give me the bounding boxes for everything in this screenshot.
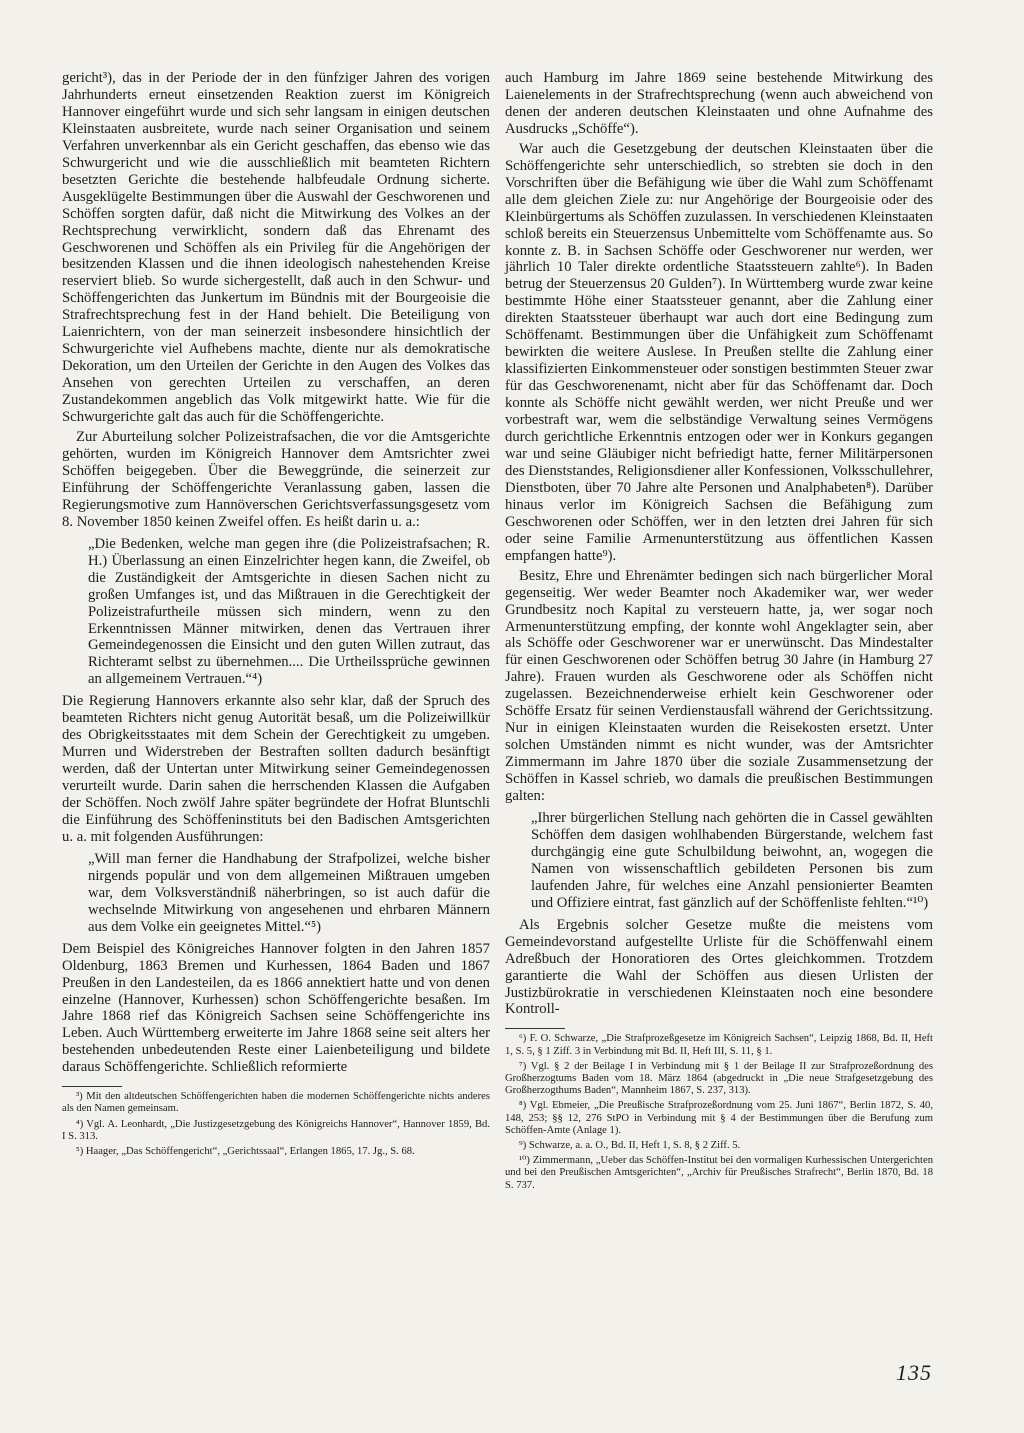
footnote: ⁶) F. O. Schwarze, „Die Strafprozeßgesetze im Königreich Sachsen“, Leipzig 1868, Bd. II, Heft 1, S. 5, § 1 Ziff. 3 in Verbindung mit Bd. II, Heft III, S. 11, § 1. xyxy=(505,1033,933,1057)
body-paragraph: Zur Aburteilung solcher Polizeistrafsachen, die vor die Amtsgerichte gehörten, wurden im Königreich Hannover dem Amtsrichter zwei Schöffen beigegeben. Über die Beweggründe, die seinerzeit zur Einführung der Schöffengerichte Veranlassung gaben, lassen die Regierungsmotive zum Hannöverschen Gerichtsverfassungsgesetz vom 8. November 1850 keinen Zweifel offen. Es heißt darin u. a.: xyxy=(62,429,490,530)
right-column xyxy=(505,70,933,1195)
footnote: ⁷) Vgl. § 2 der Beilage I in Verbindung mit § 1 der Beilage II zur Strafprozeßordnung des Großherzogtums Baden vom 18. März 1864 (abgedruckt in „Die neue Strafgesetzgebung des Großherzogthums Baden“, Mannheim 1867, S. 237, 313). xyxy=(505,1060,933,1097)
footnotes-right xyxy=(505,1028,933,1191)
footnote: ⁵) Haager, „Das Schöffengericht“, „Gerichtssaal“, Erlangen 1865, 17. Jg., S. 68. xyxy=(76,1146,415,1158)
body-paragraph: Dem Beispiel des Königreiches Hannover folgten in den Jahren 1857 Oldenburg, 1863 Bremen und Kurhessen, 1864 Baden und 1867 Preußen in den Landesteilen, da es 1866 annektiert hatte und von denen einzelne (Hannover, Kurhessen) schon Schöffengerichte besaßen. Im Jahre 1868 rief das Königreich Sachsen seine Schöffengerichte ins Leben. Auch Württemberg erweiterte im Jahre 1868 seine seit alters her bestehenden unbedeutenden Reste einer Laienbeteiligung und bildete daraus Schöffengerichte. Schließlich reformierte xyxy=(62,940,490,1076)
footnotes-left xyxy=(62,1086,490,1158)
body-paragraph: gericht³), das in der Periode der in den fünfziger Jahren des vorigen Jahrhunderts erneut einsetzenden Reaktion zuerst im Königreich Hannover eingeführt wurde und sich sehr langsam in einigen deutschen Kleinstaaten ausbreitete, wurde nach seiner Organisation und seinem Verfahren unverkennbar als ein Gericht geschaffen, das ebenso wie das Schwurgericht und wie die ausschließlich mit beamteten Richtern besetzten Gerichte die bestehende halbfeudale Ordnung sicherte. Ausgeklügelte Bestimmungen über die Auswahl der Geschworenen und Schöffen sorgten dafür, daß nicht die Mitwirkung des Volkes an der Rechtsprechung verwirklicht, sondern daß das Ehrenamt des Geschworenen und Schöffen als ein Privileg für die Angehörigen der besitzenden Klassen und die ihnen ideologisch nahestehenden Kreise reserviert blieb. So wurde sichergestellt, daß auch in den Schwur- und Schöffengerichten das Junkertum im Bündnis mit der Bourgeoisie die Strafrechtsprechung fest in der Hand behielt. Die Beteiligung von Laienrichtern, von der man seinerzeit insbesondere hinsichtlich der Schwurgerichte viel Aufhebens machte, diente nur als demokratische Dekoration, um den Urteilen der Gerichte in den Augen des Volkes das Ansehen von gerechten Urteilen zu verschaffen, an deren Zustandekommen angeblich das Volk mitgewirkt hatte. Wie für die Schwurgerichte galt das auch für die Schöffengerichte. xyxy=(62,70,490,426)
footnote: ⁸) Vgl. Ebmeier, „Die Preußische Strafprozeßordnung vom 25. Juni 1867“, Berlin 1872, S. 40, 148, 253; §§ 12, 276 StPO in Verbindung mit § 4 der Bestimmungen über die Berufung zum Schöffen-Amte (Anlage 1). xyxy=(505,1100,933,1136)
block-quote: „Ihrer bürgerlichen Stellung nach gehörten die in Cassel gewählten Schöffen dem dasigen wohlhabenden Bürgerstande, welchem fast durchgängig eine gute Schulbildung beiwohnt, an, wogegen die Namen von wissenschaftlich gebildeten Personen bis zum laufenden Jahre, für welches eine Anzahl pensionierter Beamten und Offiziere eintrat, fast gänzlich auf der Schöffenliste fehlten.“¹⁰) xyxy=(531,809,933,911)
body-paragraph: Als Ergebnis solcher Gesetze mußte die meistens vom Gemeindevorstand aufgestellte Urliste für die Schöffenwahl einem Adreßbuch der Honoratioren des Ortes gleichkommen. Trotzdem garantierte die Wahl der Schöffen aus diesen Urlisten der Justizbürokratie in verschiedenen Kleinstaaten noch eine besondere Kontroll- xyxy=(505,916,933,1018)
block-quote: „Die Bedenken, welche man gegen ihre (die Polizeistrafsachen; R. H.) Überlassung an einen Einzelrichter hegen kann, die Zweifel, ob die Zuständigkeit der Amtsgerichte in diesen Sachen nicht zu großen Umfanges ist, und das Mißtrauen in die Gerechtigkeit der Polizeistrafurtheile müssen sich mindern, wenn zu den Erkenntnissen Männer mitwirken, denen das Vertrauen ihrer Gemeindegenossen die Einsicht und den guten Willen zutraut, das Richteramt selbst zu übernehmen.... Die Urtheilssprüche gewinnen an allgemeinem Vertrauen.“⁴) xyxy=(88,535,490,688)
footnote: ¹⁰) Zimmermann, „Ueber das Schöffen-Institut bei den vormaligen Kurhessischen Untergerichten und bei den Preußischen Amtsgerichten“, „Archiv für Preußisches Strafrecht“, Berlin 1870, Bd. 18 S. 737. xyxy=(505,1155,933,1191)
footnote: ⁴) Vgl. A. Leonhardt, „Die Justizgesetzgebung des Königreichs Hannover“, Hannover 1859, Bd. I S. 313. xyxy=(62,1118,490,1142)
left-column xyxy=(62,70,490,1161)
body-paragraph: Die Regierung Hannovers erkannte also sehr klar, daß der Spruch des beamteten Richters nicht genug Autorität besaß, um die Polizeiwillkür des Obrigkeitsstaates mit dem Schein der Gerechtigkeit zu umgeben. Murren und Widerstreben der Bestraften sollten dadurch besänftigt werden, daß der Untertan unter Mitwirkung seiner Gemeindegenossen verurteilt wurde. Darin sahen die herrschenden Klassen die Aufgaben der Schöffen. Noch zwölf Jahre später begründete der Hofrat Bluntschli die Einführung des Schöffeninstituts bei den Badischen Amtsgerichten u. a. mit folgenden Ausführungen: xyxy=(62,693,490,845)
footnote: ³) Mit den altdeutschen Schöffengerichten haben die modernen Schöffengerichte nichts anderes als den Namen gemeinsam. xyxy=(62,1091,490,1115)
page-number: 135 xyxy=(896,1360,932,1385)
body-paragraph: Besitz, Ehre und Ehrenämter bedingen sich nach bürgerlicher Moral gegenseitig. Wer weder Beamter noch Akademiker war, wer weder Grundbesitz noch Kapital zu versteuern hatte, ja, wer sogar noch Armenunterstützung empfing, der konnte wohl Angeklagter sein, aber als Schöffe oder Geschworener war er unerwünscht. Das Mindestalter für einen Geschworenen oder Schöffen betrug 30 Jahre (in Hamburg 27 Jahre). Frauen wurden als Geschworene oder als Schöffen nicht zugelassen. Bezeichnenderweise erhielt kein Geschworener oder Schöffe Ersatz für seinen Verdienstausfall während der Gerichtssitzung. Nur in einigen Kleinstaaten wurden die Reisekosten ersetzt. Unter solchen Umständen nimmt es nicht wunder, was der Amtsrichter Zimmermann im Jahre 1870 über die soziale Zusammensetzung der Schöffen in Kassel schrieb, wo damals die preußischen Bestimmungen galten: xyxy=(505,567,933,805)
block-quote: „Will man ferner die Handhabung der Strafpolizei, welche bisher nirgends populär und von dem allgemeinen Mißtrauen umgeben war, dem Volksverständniß näherbringen, so ist auch dafür die wechselnde Mitwirkung von angesehenen und ehrbaren Männern aus dem Volke ein geeignetes Mittel.“⁵) xyxy=(88,850,490,935)
footnote-rule xyxy=(505,1028,565,1029)
footnote-rule xyxy=(62,1086,122,1087)
body-paragraph: auch Hamburg im Jahre 1869 seine bestehende Mitwirkung des Laienelements in der Strafrechtsprechung (wenn auch abweichend von denen der anderen deutschen Kleinstaaten und ohne Aufnahme des Ausdrucks „Schöffe“). xyxy=(505,70,933,137)
footnote: ⁹) Schwarze, a. a. O., Bd. II, Heft 1, S. 8, § 2 Ziff. 5. xyxy=(519,1140,741,1152)
body-paragraph: War auch die Gesetzgebung der deutschen Kleinstaaten über die Schöffengerichte sehr unterschiedlich, so strebten sie doch in den Vorschriften über die Befähigung wie über die Wahl zum Schöffenamt alle dem gleichen Ziele zu: nur Angehörige der Bourgeoisie oder des Kleinbürgertums als Schöffen zuzulassen. In verschiedenen Kleinstaaten schloß bereits ein Steuerzensus Unbemittelte vom Schöffenamte aus. So konnte z. B. in Sachsen Schöffe oder Geschworener nur werden, wer jährlich 10 Taler direkte ordentliche Staatssteuern zahlte⁶). In Baden betrug der Steuerzensus 20 Gulden⁷). In Württemberg wurde zwar keine bestimmte Höhe einer Staatssteuer genannt, aber die Zahlung einer direkten Staatssteuer überhaupt war auch dort eine Bedingung zum Schöffenamt. Bestimmungen über die Unfähigkeit zum Schöffenamt bewirkten die weitere Auslese. In Preußen stellte die Zahlung einer klassifizierten Einkommensteuer oder sonstigen bestimmten Steuer zwar für das Geschworenenamt, nicht aber für das Schöffenamt dar. Doch konnte als Schöffe nicht gewählt werden, wer nicht Preuße und wer vorbestraft war, wem die selbständige Verwaltung seines Vermögens durch gerichtliche Erkenntnis entzogen oder wer in Konkurs gegangen war und seine Gläubiger nicht befriedigt hatte, ferner Militärpersonen des Dienststandes, Religionsdiener aller Konfessionen, Volksschullehrer, Dienstboten, über 70 Jahre alte Personen und Analphabeten⁸). Darüber hinaus verlor im Königreich Sachsen die Befähigung zum Geschworenen oder Schöffen, wer in den letzten drei Jahren für sich oder seine Familie Armenunterstützung aus öffentlichen Kassen empfangen hatte⁹). xyxy=(505,140,933,564)
